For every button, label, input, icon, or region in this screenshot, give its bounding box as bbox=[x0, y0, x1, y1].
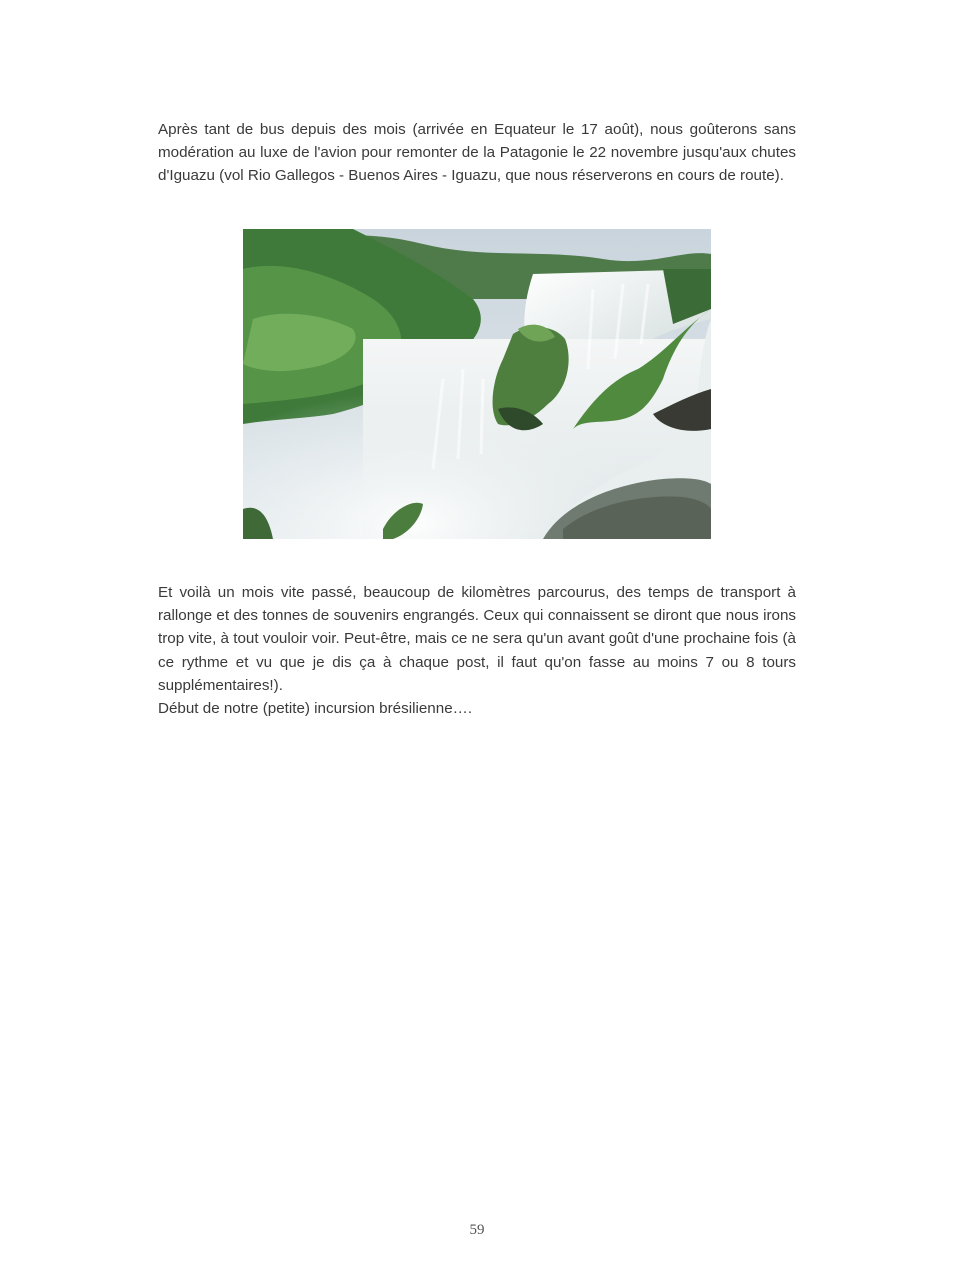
paragraph-intro: Après tant de bus depuis des mois (arrivée en Equateur le 17 août), nous goûterons sans modération au luxe de l'avion pour remonter de la Patagonie le 22 novembre jusqu'aux chutes d'Iguazu (vol Rio Gallegos - Buenos Aires - Iguazu, que nous réserverons en cours de route). bbox=[158, 121, 796, 185]
paragraph-closing: Début de notre (petite) incursion brésilienne…. bbox=[158, 700, 473, 717]
waterfall-photo bbox=[243, 229, 711, 539]
paragraph-summary: Et voilà un mois vite passé, beaucoup de kilomètres parcourus, des temps de transport à rallonge et des tonnes de souvenirs engrangés. Ceux qui connaissent se diront que nous irons trop vite, à tout vouloir voir. Peut-être, mais ce ne sera qu'un avant goût d'une prochaine fois (à ce rythme et vu que je dis ça à chaque post, il faut qu'on fasse au moins 7 ou 8 tours supplémentaires!). bbox=[158, 584, 796, 694]
page-number: 59 bbox=[469, 1222, 485, 1238]
